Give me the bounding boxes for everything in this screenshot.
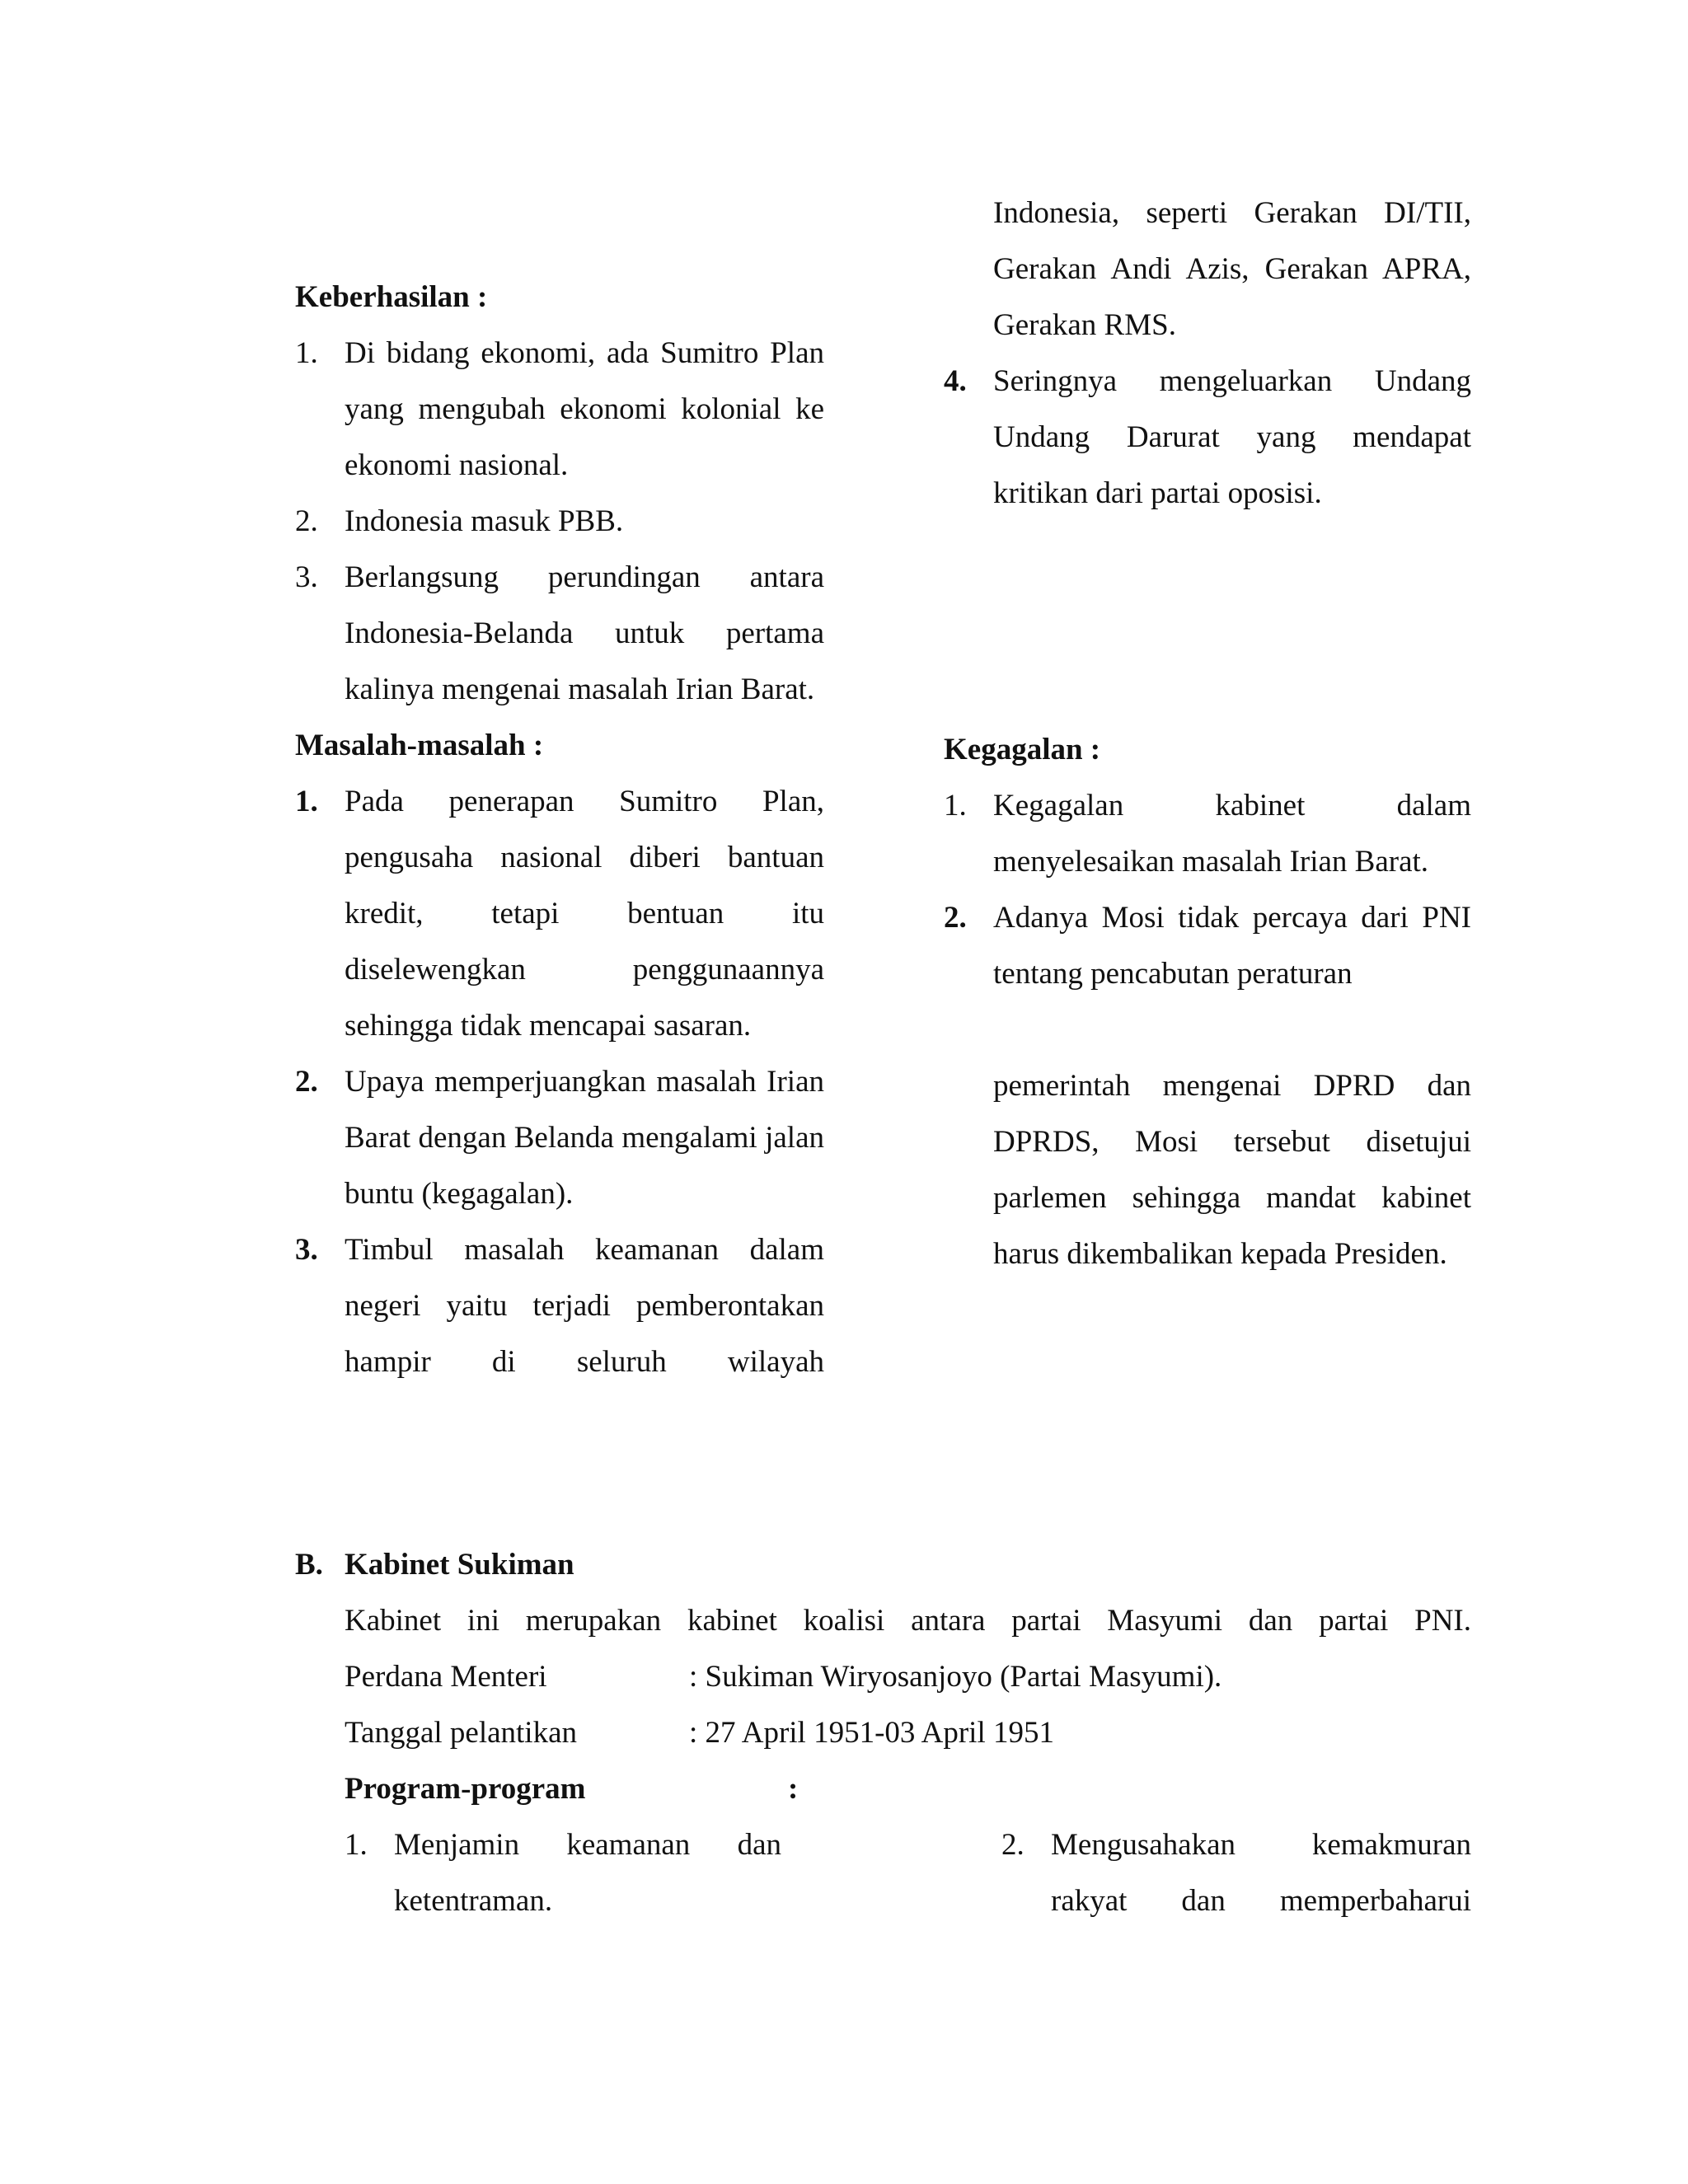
list-item bbox=[944, 778, 1471, 890]
list-number: 1. bbox=[295, 785, 318, 818]
list-item bbox=[345, 1817, 781, 1929]
tanggal-label: Tanggal pelantikan bbox=[345, 1716, 577, 1750]
continued-paragraph bbox=[944, 185, 1471, 354]
list-text: Di bidang ekonomi, ada Sumitro Plan yang mengubah ekonomi kolonial ke ekonomi nasional. bbox=[345, 336, 824, 482]
program-list bbox=[345, 1817, 1471, 1929]
kegagalan-list bbox=[944, 778, 1471, 1002]
list-number: 2. bbox=[295, 1065, 318, 1099]
tanggal-row bbox=[345, 1705, 1471, 1761]
kegagalan-heading: Kegagalan : bbox=[944, 733, 1101, 766]
continued-text: pemerintah mengenai DPRD dan DPRDS, Mosi tersebut disetujui parlemen sehingga mandat kabinet harus dikembalikan kepada Presiden. bbox=[993, 1069, 1471, 1271]
list-item bbox=[295, 494, 824, 550]
list-text: Kegagalan kabinet dalam menyelesaikan masalah Irian Barat. bbox=[993, 789, 1471, 879]
list-item bbox=[295, 550, 824, 718]
tanggal-value: : 27 April 1951-03 April 1951 bbox=[689, 1716, 1054, 1750]
list-number: 2. bbox=[295, 504, 318, 538]
list-text: Mengusahakan kemakmuran rakyat dan memperbaharui bbox=[1051, 1828, 1471, 1918]
keberhasilan-heading: Keberhasilan : bbox=[295, 280, 488, 314]
list-item bbox=[944, 354, 1471, 522]
list-number: 4. bbox=[944, 364, 967, 398]
list-item bbox=[295, 1222, 824, 1390]
program-heading bbox=[345, 1761, 1471, 1817]
list-number: 1. bbox=[295, 336, 318, 370]
section-kabinet-sukiman bbox=[295, 1537, 1471, 1929]
program-colon: : bbox=[788, 1772, 799, 1806]
list-number: 3. bbox=[295, 560, 318, 594]
list-item bbox=[295, 1054, 824, 1222]
continued-text: Indonesia, seperti Gerakan DI/TII, Gerakan Andi Azis, Gerakan APRA, Gerakan RMS. bbox=[993, 196, 1471, 342]
list-text: Seringnya mengeluarkan Undang Undang Darurat yang mendapat kritikan dari partai oposisi. bbox=[993, 364, 1471, 510]
program-label: Program-program bbox=[345, 1772, 586, 1806]
right-column bbox=[944, 185, 1471, 1282]
list-text: Timbul masalah keamanan dalam negeri yaitu terjadi pemberontakan hampir di seluruh wilayah bbox=[345, 1233, 824, 1379]
list-number: 3. bbox=[295, 1233, 318, 1267]
list-number: 2. bbox=[944, 901, 967, 935]
list-text: Indonesia masuk PBB. bbox=[345, 504, 624, 538]
section-intro: Kabinet ini merupakan kabinet koalisi antara partai Masyumi dan partai PNI. bbox=[345, 1604, 1471, 1638]
perdana-value: : Sukiman Wiryosanjoyo (Partai Masyumi). bbox=[689, 1660, 1222, 1694]
list-number: 1. bbox=[345, 1828, 368, 1862]
left-column bbox=[295, 269, 824, 1390]
masalah-list bbox=[295, 774, 824, 1390]
list-text: Berlangsung perundingan antara Indonesia-Belanda untuk pertama kalinya mengenai masalah Irian Barat. bbox=[345, 560, 824, 706]
column-spacer bbox=[944, 522, 1471, 722]
perdana-label: Perdana Menteri bbox=[345, 1660, 547, 1694]
column-spacer bbox=[944, 1002, 1471, 1058]
section-title-text: Kabinet Sukiman bbox=[345, 1548, 574, 1582]
masalah-list-continued bbox=[944, 354, 1471, 522]
keberhasilan-list bbox=[295, 326, 824, 718]
section-title bbox=[295, 1537, 1471, 1593]
list-text: Pada penerapan Sumitro Plan, pengusaha nasional diberi bantuan kredit, tetapi bentuan itu diselewengkan penggunaannya sehingga tidak mencapai sasaran. bbox=[345, 785, 824, 1043]
list-text: Adanya Mosi tidak percaya dari PNI tentang pencabutan peraturan bbox=[993, 901, 1471, 991]
continued-paragraph bbox=[944, 1058, 1471, 1282]
list-number: 1. bbox=[944, 789, 967, 823]
section-letter: B. bbox=[295, 1548, 323, 1582]
list-number: 2. bbox=[1001, 1828, 1025, 1862]
list-item bbox=[295, 774, 824, 1054]
perdana-row bbox=[345, 1649, 1471, 1705]
list-item bbox=[944, 890, 1471, 1002]
list-item bbox=[295, 326, 824, 494]
masalah-heading: Masalah-masalah : bbox=[295, 729, 544, 762]
list-item bbox=[1001, 1817, 1471, 1929]
list-text: Menjamin keamanan dan ketentraman. bbox=[394, 1828, 781, 1918]
list-text: Upaya memperjuangkan masalah Irian Barat dengan Belanda mengalami jalan buntu (kegagalan). bbox=[345, 1065, 824, 1211]
